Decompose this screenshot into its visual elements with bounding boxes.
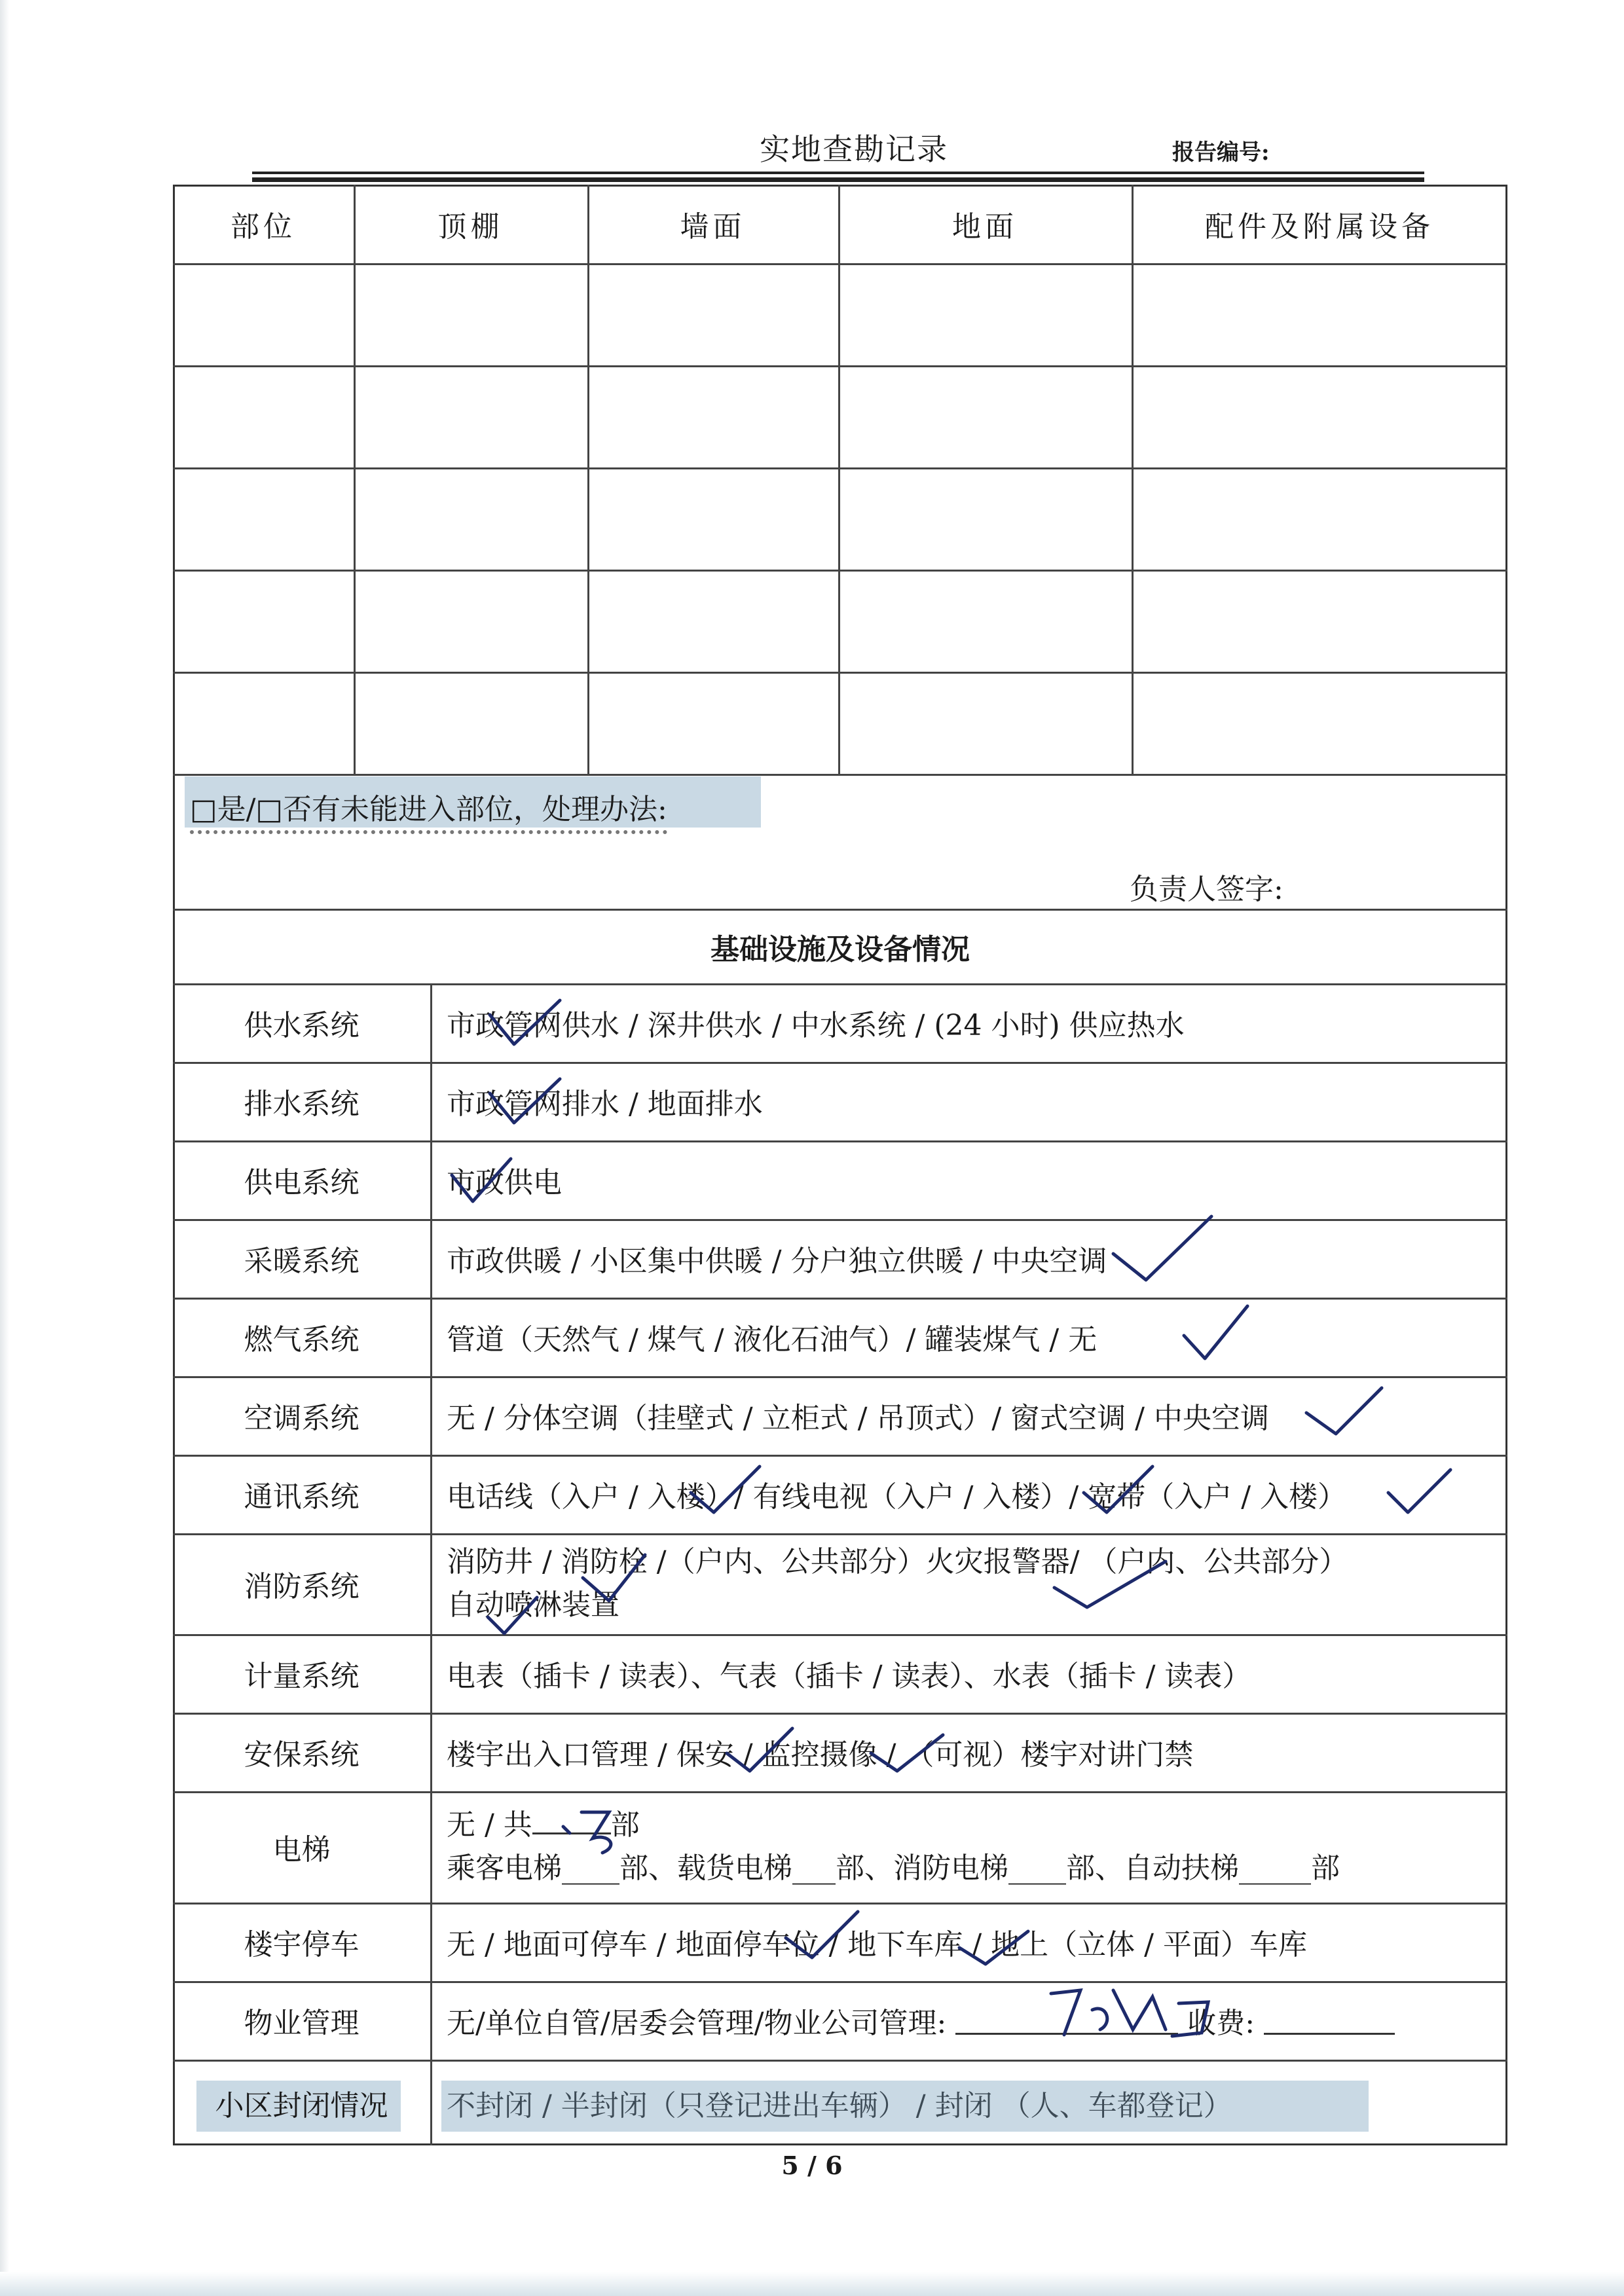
row-value-heating: 市政供暖 / 小区集中供暖 / 分户独立供暖 / 中央空调 [447, 1245, 1107, 1278]
row-label-drainage: 排水系统 [244, 1087, 360, 1121]
row-label-parking: 楼宇停车 [244, 1928, 360, 1961]
inaccessible-areas-note: □是/□否有未能进入部位，处理办法: [190, 786, 667, 834]
table-line [587, 185, 589, 776]
page-title: 实地查勘记录 [760, 132, 948, 167]
row-label-heating: 采暖系统 [244, 1245, 360, 1278]
row-label-security: 安保系统 [244, 1738, 360, 1772]
table-line [173, 570, 1507, 572]
row-label-elevator: 电梯 [272, 1833, 331, 1867]
table-line [173, 672, 1507, 674]
property-management-options: 无/单位自管/居委会管理/物业公司管理: [447, 2007, 947, 2040]
row-value-fire-protection [432, 1533, 1506, 1634]
table-line [838, 185, 840, 776]
facilities-section-title: 基础设施及设备情况 [710, 933, 970, 966]
row-label-metering: 计量系统 [244, 1660, 360, 1693]
elevator-line-1 [447, 1804, 640, 1847]
column-header-part: 部位 [231, 210, 296, 244]
elevator-total-suffix: 部 [610, 1808, 640, 1842]
row-value-water-supply: 市政管网供水 / 深井供水 / 中水系统 / (24 小时) 供应热水 [447, 1009, 1185, 1042]
row-value-metering: 电表（插卡 / 读表）、气表（插卡 / 读表）、水表（插卡 / 读表） [447, 1660, 1251, 1693]
column-header-fittings: 配件及附属设备 [1205, 210, 1434, 244]
property-fee-blank-2 [1264, 2007, 1395, 2035]
fire-protection-line-1: 消防井 / 消防栓 /（户内、公共部分）火灾报警器/ （户内、公共部分） [447, 1545, 1348, 1578]
signature-label: 负责人签字: [1130, 873, 1283, 906]
table-line [173, 774, 1507, 776]
column-header-wall: 墙面 [680, 210, 746, 244]
row-value-elevator [432, 1791, 1506, 1903]
table-line [173, 365, 1507, 367]
title-rule [252, 172, 1424, 182]
row-value-parking: 无 / 地面可停车 / 地面停车位 / 地下车库 / 地上（立体 / 平面）车库 [447, 1928, 1307, 1961]
report-number-label: 报告编号: [1172, 139, 1270, 166]
table-line [173, 263, 1507, 265]
row-label-gas: 燃气系统 [244, 1323, 360, 1357]
row-value-drainage: 市政管网排水 / 地面排水 [447, 1087, 763, 1121]
property-fee-blank-1 [955, 2007, 1178, 2035]
row-label-property-management: 物业管理 [244, 2007, 360, 2040]
row-value-security: 楼宇出入口管理 / 保安 / 监控摄像 / （可视）楼宇对讲门禁 [447, 1738, 1194, 1772]
row-label-fire-protection: 消防系统 [244, 1570, 360, 1603]
row-label-power-supply: 供电系统 [244, 1166, 360, 1199]
row-label-community-enclosure: 小区封闭情况 [215, 2088, 388, 2123]
column-header-floor: 地面 [952, 210, 1018, 244]
table-line [173, 467, 1507, 469]
row-value-communication: 电话线（入户 / 入楼）/ 有线电视（入户 / 入楼）/ 宽带（入户 / 入楼） [447, 1480, 1347, 1514]
elevator-line-2: 乘客电梯____部、载货电梯___部、消防电梯____部、自动扶梯_____部 [447, 1851, 1340, 1885]
row-value-power-supply: 市政供电 [447, 1166, 562, 1199]
row-label-air-conditioning: 空调系统 [244, 1402, 360, 1435]
column-header-ceiling: 顶棚 [437, 210, 504, 244]
scan-edge-bottom [0, 2272, 1624, 2296]
elevator-total-prefix: 无 / 共 [447, 1808, 532, 1842]
table-line [1132, 185, 1134, 776]
scan-edge-left [0, 0, 9, 2296]
page-number: 5 / 6 [781, 2151, 843, 2180]
row-value-community-enclosure: 不封闭 / 半封闭（只登记进出车辆） / 封闭 （人、车都登记） [447, 2088, 1232, 2123]
property-fee-label: 收费: [1187, 2007, 1255, 2040]
elevator-total-blank [532, 1806, 611, 1834]
fire-protection-line-2: 自动喷淋装置 [447, 1588, 619, 1622]
table-line [354, 185, 356, 776]
row-value-property-management [432, 1981, 1506, 2060]
row-label-communication: 通讯系统 [244, 1480, 360, 1514]
row-label-water-supply: 供水系统 [244, 1009, 360, 1042]
row-value-gas: 管道（天然气 / 煤气 / 液化石油气）/ 罐装煤气 / 无 [447, 1323, 1098, 1357]
row-value-air-conditioning: 无 / 分体空调（挂壁式 / 立柜式 / 吊顶式）/ 窗式空调 / 中央空调 [447, 1402, 1269, 1435]
